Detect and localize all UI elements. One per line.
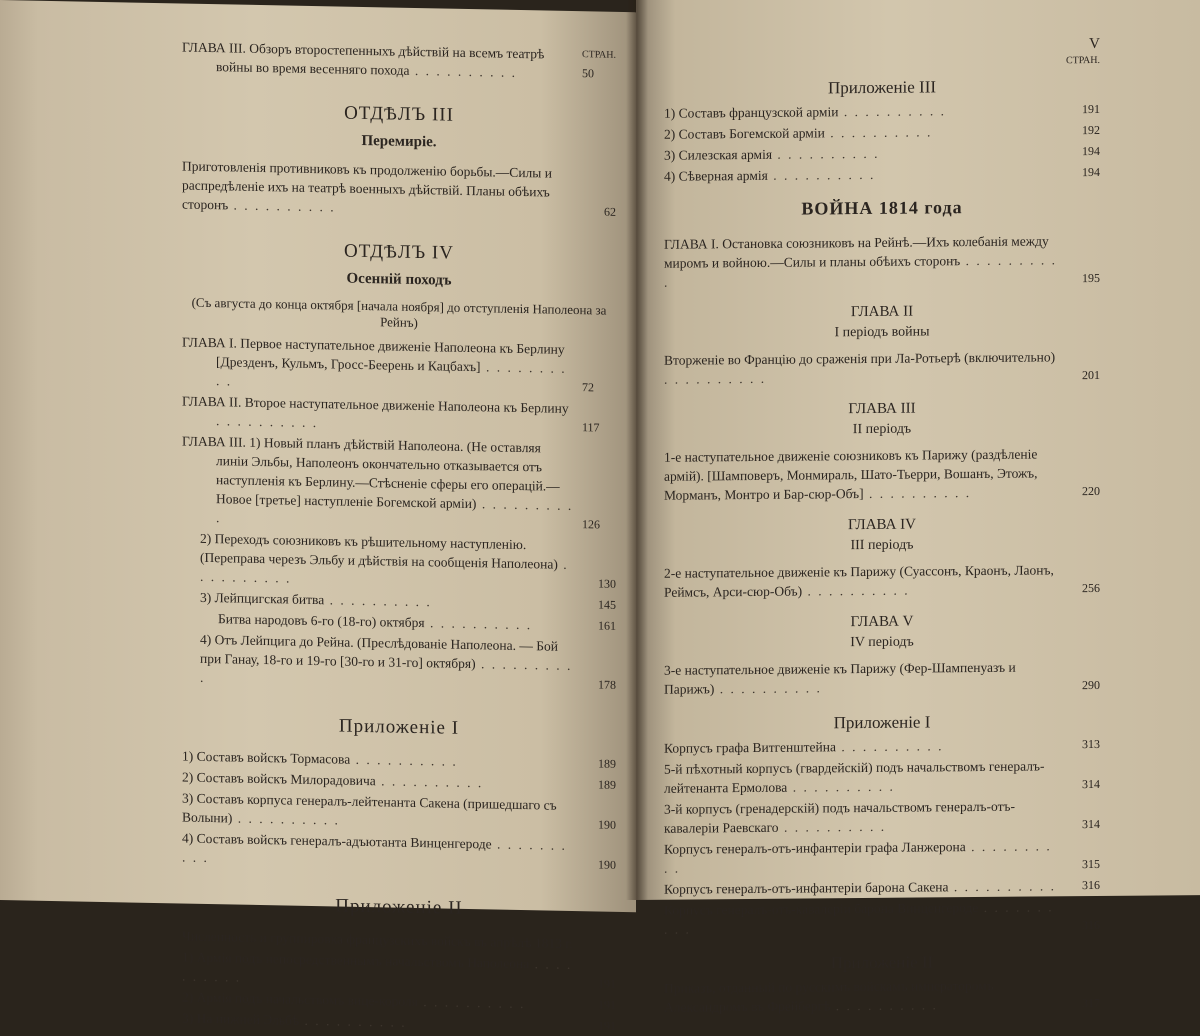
toc-entry [200, 529, 616, 594]
toc-entry-text: 1-е наступательное движеніе союзниковъ къ Парижу (раздѣленіе армій). [Шамповеръ, Монмираль, Шато-Тьерри, Вошанъ, Этожъ, Морманъ, Монтро и Бар-сюр-Объ] . . . [664, 446, 1038, 502]
toc-entry-page: 178 [598, 675, 616, 694]
toc-entry-page: 145 [598, 595, 616, 614]
toc-entry-page: 191 [598, 974, 616, 993]
toc-entry-page: 194 [1082, 142, 1100, 161]
war-title: ВОЙНА 1814 года [664, 196, 1100, 221]
toc-entry-text: Корпусъ генералъ-отъ-кавалеріи барона Винценгероде . . . [664, 899, 1054, 936]
toc-entry-text: 2) Составъ войскъ Милорадовича . . . [182, 769, 483, 790]
toc-entry-page: 316 [1082, 876, 1100, 895]
chapter-title: ГЛАВА V [664, 612, 1100, 633]
toc-entry [664, 100, 1100, 123]
toc-entry: ГЛАВА III. Обзоръ второстепенныхъ дѣйствій на всемъ театрѣ войны во время весенняго похода . . . 50 СТРАН. [182, 37, 616, 83]
toc-entry [664, 836, 1100, 878]
toc-entry [182, 788, 616, 834]
period-label: IV періодъ [664, 633, 1100, 653]
toc-entry-text: 5-й пѣхотный корпусъ (гвардейскій) подъ начальствомъ генералъ-лейтенанта Ермолова . . . [664, 758, 1044, 795]
toc-entry-page: 62 [604, 203, 616, 222]
chapter-title: ГЛАВА II [664, 302, 1100, 323]
toc-entry [182, 947, 616, 993]
toc-entry [664, 560, 1100, 602]
toc-entry: ГЛАВА III. 1) Новый планъ дѣйствій Наполеона. (Не оставляя линіи Эльбы, Наполеонъ окончательно отказывается отъ наступленія къ Берлину.—Стѣсненіе сферы его операцій.—Новое [третье] наступленіе Богемской арміи) . . . 126 [182, 431, 616, 534]
appendix-header-text: Численность и группировка французскихъ войскъ въ апрѣлѣ 1813 г. [182, 928, 573, 951]
toc-entry-page: 190 [598, 815, 616, 834]
toc-entry-text: ГЛАВА II. Второе наступательное движеніе Наполеона къ Берлину . . . [182, 393, 569, 430]
toc-entry-text: 4) Сѣверная армія . . . [664, 167, 875, 184]
toc-entry-text: 2) Переходъ союзниковъ къ рѣшительному наступленію. (Переправа черезъ Эльбу и дѣйствія на сообщенія Наполеона) . . . [200, 531, 569, 586]
toc-entry-page: 256 [1082, 579, 1100, 598]
toc-entry [664, 121, 1100, 144]
toc-entry-page: 314 [1082, 815, 1100, 834]
toc-entry-text: 1) Армія подъ непосредственнымъ начальствомъ Наполеона . . . [182, 949, 572, 984]
toc-entry-page: 189 [598, 775, 616, 794]
toc-entry-text: 1) Составъ французской арміи . . . [664, 103, 946, 120]
section-subtitle: Перемиріе. [182, 129, 616, 154]
toc-entry-page: 191 [598, 1016, 616, 1035]
toc-entry-text: 3) Лейпцигская битва . . . [200, 590, 432, 609]
period-label: II періодъ [664, 420, 1100, 440]
toc-entry [664, 975, 1100, 1017]
toc-entry-text: 2-е наступательное движеніе къ Парижу (Суассонъ, Краонъ, Лаонъ, Реймсъ, Арси-сюр-Объ) . . . [664, 562, 1054, 599]
toc-entry-text: Корпусъ генералъ-отъ-инфантеріи барона Сакена . . . [664, 878, 1056, 896]
toc-entry-page: 195 [1082, 269, 1100, 288]
toc-entry: ГЛАВА I. Первое наступательное движеніе Наполеона къ Берлину [Дрезденъ, Кульмъ, Гросс-Беерень и Кацбахъ] . . . 72 [182, 332, 616, 397]
toc-entry [664, 876, 1100, 899]
toc-entry-text: 2) Армія подъ начальствомъ вице-короля . . . [182, 989, 525, 1011]
toc-entry-page: 191 [598, 995, 616, 1014]
chapter-title: ГЛАВА III [664, 399, 1100, 420]
toc-entry-page: 194 [1082, 163, 1100, 182]
toc-entry-text: 2) Составъ Богемской арміи . . . [664, 124, 932, 141]
toc-entry-text: Корпусъ графа Витгенштейна . . . [664, 738, 943, 755]
appendix-title: Приложеніе III [664, 76, 1100, 100]
toc-entry-page: 313 [1082, 735, 1100, 754]
toc-entry-page: 220 [1082, 482, 1100, 501]
toc-entry-text: 4) Составъ войскъ генералъ-адъютанта Винценгероде . . . [182, 830, 567, 865]
toc-entry [664, 347, 1100, 389]
toc-entry [664, 142, 1100, 165]
toc-entry-page: 190 [598, 855, 616, 874]
toc-entry-page: 317 [1082, 994, 1100, 1013]
section-title: ОТДѢЛЪ IV [182, 237, 616, 267]
toc-entry-text: ГЛАВА I. Первое наступательное движеніе Наполеона къ Берлину [Дрезденъ, Кульмъ, Гросс-Беерень и Кацбахъ] . . . [182, 334, 567, 388]
toc-entry-page: 161 [598, 616, 616, 635]
toc-entry [664, 735, 1100, 758]
toc-entry-page: 130 [598, 574, 616, 593]
toc-entry-text: 4) Отъ Лейпцига до Рейна. (Преслѣдованіе Наполеона. — Бой при Ганау, 18-го и 19-го [30-го и 31-го] октября) . . . [200, 632, 572, 685]
toc-entry-text: ГЛАВА I. Остановка союзниковъ на Рейнѣ.—Ихъ колебанія между миромъ и войною.—Силы и планы обѣихъ сторонъ . . . [664, 233, 1057, 289]
toc-entry-text: 3) Составъ корпуса генералъ-лейтенанта Сакена (пришедшаго съ Волыни) . . . [182, 790, 557, 827]
toc-entry [182, 156, 616, 221]
period-label: I періодъ войны [664, 323, 1100, 343]
appendix-title: Приложеніе I [664, 711, 1100, 735]
toc-entry-page: 191 [1082, 100, 1100, 119]
chapter-title: ГЛАВА IV [664, 515, 1100, 536]
toc-entry-text: Корпусъ генералъ-отъ-инфантеріи графа Ланжерона . . . [664, 838, 1052, 875]
toc-entry [664, 897, 1100, 939]
section-title: ОТДѢЛЪ III [182, 99, 616, 129]
toc-entry-text: 3) Силезская армія . . . [664, 146, 880, 163]
toc-entry-page: 316 [1082, 916, 1100, 935]
page-number-roman: V [664, 36, 1100, 57]
toc-entry-page: 290 [1082, 676, 1100, 695]
toc-entry [664, 231, 1100, 292]
toc-entry [664, 657, 1100, 699]
right-page [636, 0, 1200, 900]
toc-entry-page: 189 [598, 754, 616, 773]
toc-entry [200, 630, 616, 695]
toc-entry [664, 444, 1100, 505]
appendix-title: Приложеніе II [182, 892, 616, 922]
toc-entry-page: 314 [1082, 775, 1100, 794]
toc-entry-page: 201 [1082, 366, 1100, 385]
section-note: (Съ августа до конца октября [начала ноября] до отступленія Наполеона за Рейнъ) [182, 294, 616, 334]
appendix-title: Приложеніе II [664, 951, 1100, 975]
toc-entry-text: 3-е наступательное движеніе къ Парижу (Фер-Шампенуазъ и Парижъ) . . . [664, 660, 1016, 697]
toc-entry-page: 192 [1082, 121, 1100, 140]
toc-entry [664, 756, 1100, 798]
toc-entry-text: ГЛАВА III. 1) Новый планъ дѣйствій Наполеона. (Не оставляя линіи Эльбы, Наполеонъ окончательно отказывается отъ наступленія къ Берлину.—Стѣсненіе сферы его операцій.—Новое [третье] наступленіе Богемской арміи) . . . [182, 433, 573, 525]
toc-entry-text: 1) Составъ войскъ Тормасова . . . [182, 748, 458, 768]
toc-entry-text: 3-й корпусъ (гренадерскій) подъ начальствомъ генералъ-отъ-кавалеріи Раевскаго . . . [664, 799, 1015, 836]
toc-entry: ГЛАВА II. Второе наступательное движеніе Наполеона къ Берлину . . . 117 [182, 391, 616, 437]
toc-entry-text: 3) На нижней Эльбѣ . . . [182, 1010, 407, 1029]
toc-entry-text: Приказъ, отданный по русскимъ войскамъ императоромъ Александромъ въ Фрейбергѣ . . . [664, 978, 994, 1015]
appendix-title: Приложеніе I [182, 712, 616, 742]
toc-entry-page: 315 [1082, 855, 1100, 874]
toc-entry-text: Приготовленія противниковъ къ продолженію борьбы.—Силы и распредѣленіе ихъ на театрѣ военныхъ дѣйствій. Планы обѣихъ сторонъ . . . [182, 158, 552, 214]
period-label: III періодъ [664, 536, 1100, 556]
toc-entry-text: Битва народовъ 6-го (18-го) октября . . . [218, 611, 532, 632]
section-subtitle: Осенній походъ [182, 267, 616, 292]
toc-entry [182, 828, 616, 874]
toc-entry [664, 796, 1100, 838]
book-gutter [626, 0, 648, 900]
stran-label: СТРАН. [664, 55, 1100, 70]
left-page [0, 0, 636, 912]
toc-entry-text: ГЛАВА III. Обзоръ второстепенныхъ дѣйствій на всемъ театрѣ войны во время весенняго похода . . . [182, 39, 544, 79]
toc-entry-text: Вторженіе во Францію до сраженія при Ла-Ротьерѣ (включительно) . . . [664, 349, 1055, 386]
toc-entry [664, 163, 1100, 186]
